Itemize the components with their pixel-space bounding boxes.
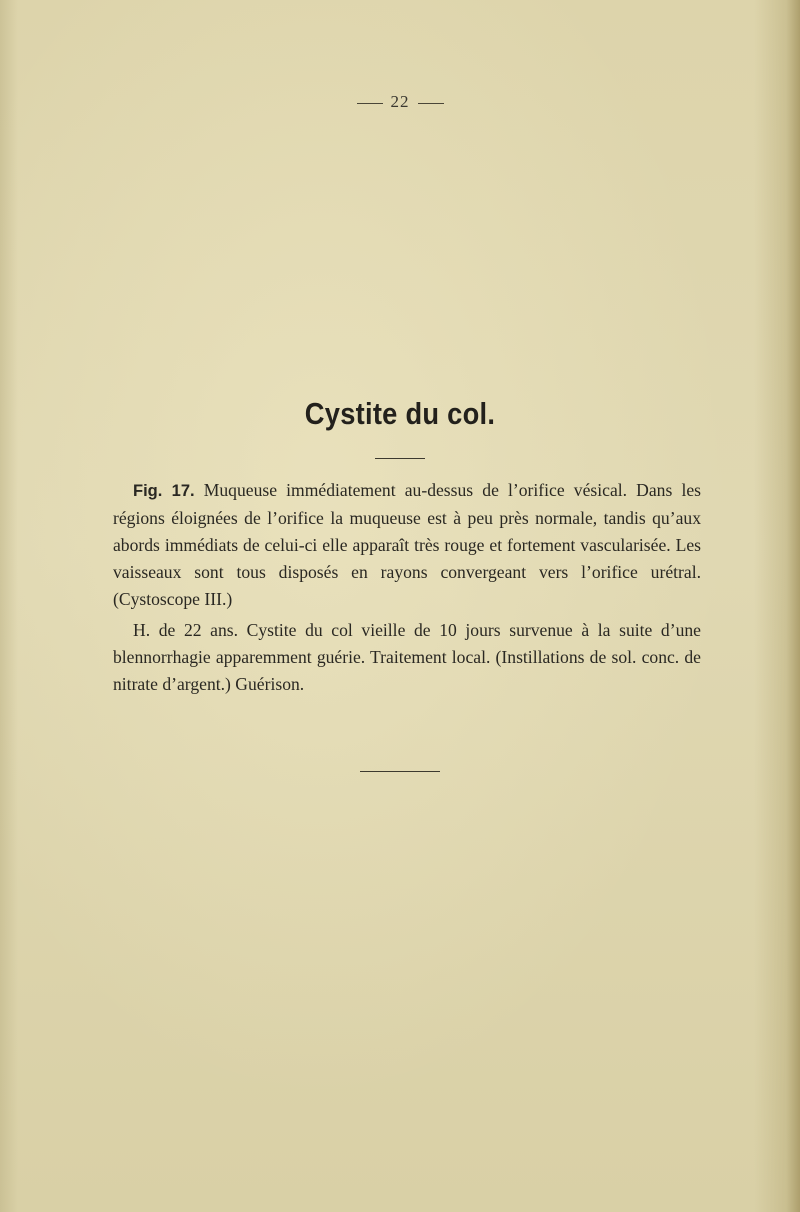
page-title: Cystite du col. xyxy=(304,396,496,431)
case-note: H. de 22 ans. Cystite du col vieille de 10 jours survenue à la suite d’une blennorrhagie apparemment guérie. Traitement local. (Instillations de sol. conc. de nitrate d’argent.) Guérison. xyxy=(113,620,701,694)
title-divider xyxy=(375,458,425,459)
closing-divider xyxy=(360,771,440,772)
figure-description: Muqueuse immédiatement au-dessus de l’orifice vésical. Dans les régions éloignées de l’orifice la muqueuse est à peu près normale, tandis qu’aux abords immédiats de celui-ci elle apparaît très rouge et fortement vascularisée. Les vaisseaux sont tous disposés en rayons convergeant vers l’orifice urétral. (Cystoscope III.) xyxy=(113,480,702,609)
figure-label: Fig. 17. xyxy=(133,482,195,500)
figure-caption xyxy=(113,477,701,613)
page-right-edge xyxy=(754,0,800,1212)
page-number xyxy=(0,92,800,112)
body-text xyxy=(113,477,701,698)
page-number-dash-right xyxy=(418,103,444,104)
page-left-shadow xyxy=(0,0,18,1212)
page-number-dash-left xyxy=(357,103,383,104)
page-number-text: 22 xyxy=(390,92,410,111)
